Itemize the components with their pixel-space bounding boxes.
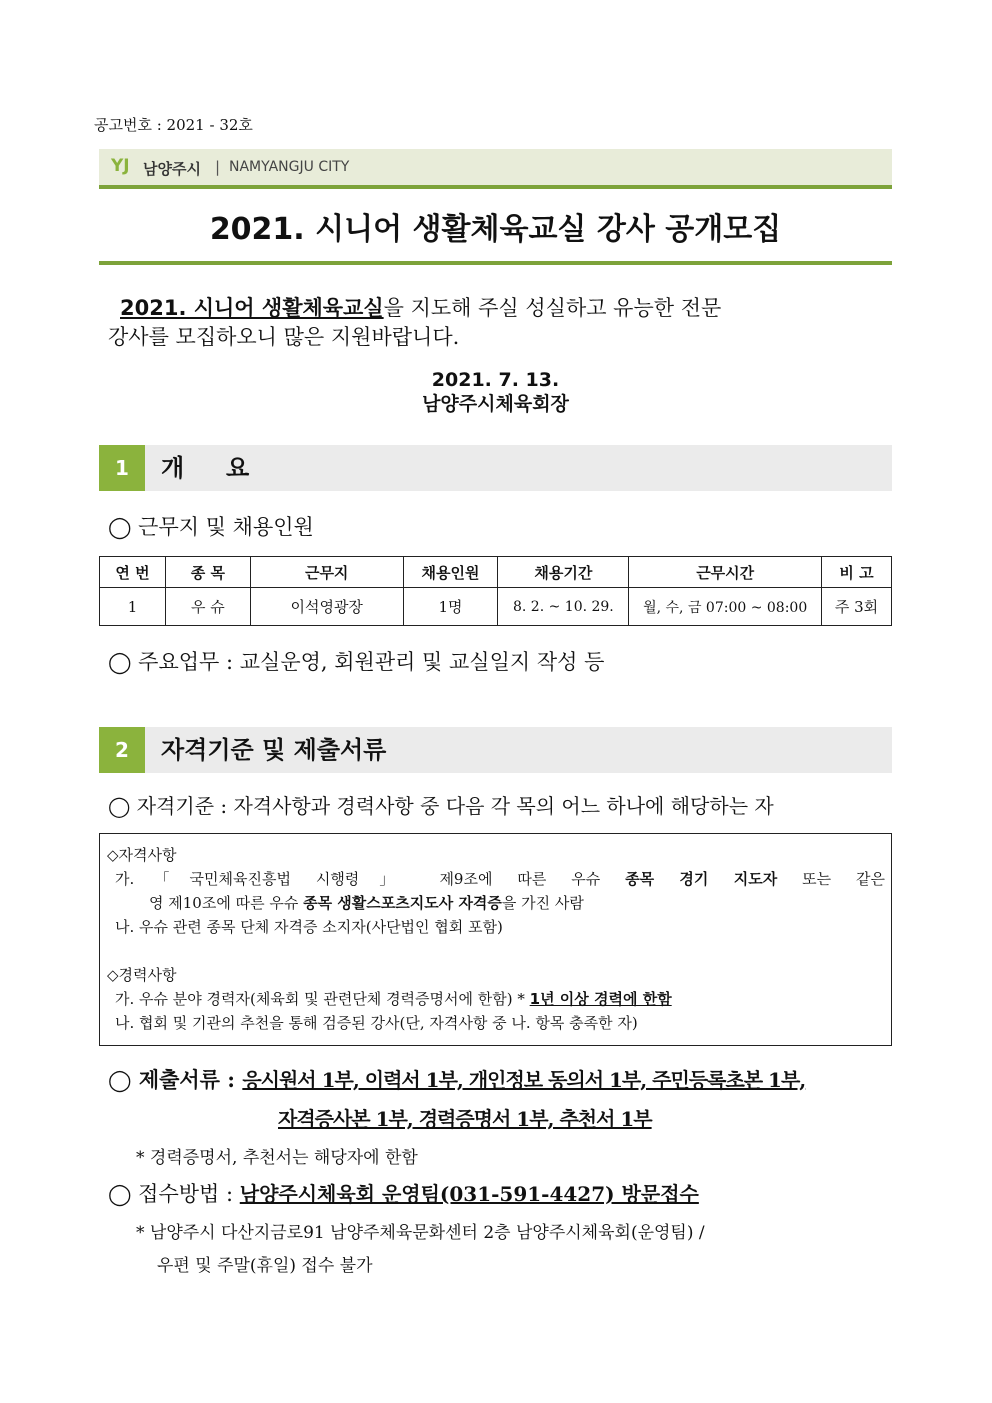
col-header-hours: 근무시간 [629, 557, 822, 588]
cell-remarks: 주 3회 [822, 588, 892, 626]
col-header-remarks: 비 고 [822, 557, 892, 588]
recruitment-table [99, 556, 892, 626]
reception-method: 남양주시체육회 운영팀(031-591-4427) 방문접수 [239, 1182, 699, 1206]
col-header-sport: 종 목 [165, 557, 250, 588]
cell-hours: 월, 수, 금 07:00 ~ 08:00 [629, 588, 822, 626]
section-1-title: 개 요 [161, 454, 250, 482]
reception-label: ◯ 접수방법 : [108, 1182, 240, 1206]
table-header-row [100, 557, 892, 588]
col-header-number: 연 번 [100, 557, 166, 588]
criteria-bullet: ◯ 자격기준 : 자격사항과 경력사항 중 다음 각 목의 어느 하나에 해당하는 자 [108, 794, 774, 818]
experience-item-a: 가. 우슈 분야 경력자(체육회 및 관련단체 경력증명서에 한함) * 1년 이상 경력에 한함 [115, 990, 672, 1008]
documents-list-1: 응시원서 1부, 이력서 1부, 개인정보 동의서 1부, 주민등록초본 1부, [242, 1068, 806, 1092]
qualification-item-a: 가.「국민체육진흥법 시행령」 제9조에 따른 우슈 종목 경기 지도자 또는 같은 [115, 870, 885, 888]
workplace-bullet: ◯ 근무지 및 채용인원 [108, 515, 314, 539]
intro-line-1 [108, 294, 886, 323]
documents-line-2 [278, 1103, 652, 1132]
col-header-headcount: 채용인원 [403, 557, 498, 588]
cell-period: 8. 2. ~ 10. 29. [498, 588, 629, 626]
cell-sport: 우 슈 [165, 588, 250, 626]
section-1-header [99, 445, 892, 491]
city-name-en: NAMYANGJU CITY [229, 159, 350, 175]
intro-program-name: 2021. 시니어 생활체육교실 [120, 296, 384, 320]
cell-number: 1 [100, 588, 166, 626]
cell-workplace: 이석영광장 [250, 588, 403, 626]
qualifications-heading: ◇자격사항 [107, 846, 177, 864]
section-2-title: 자격기준 및 제출서류 [161, 736, 387, 764]
documents-label: ◯ 제출서류 : [108, 1067, 243, 1092]
issuer-name: 남양주시체육회장 [422, 393, 569, 415]
qualification-box [99, 833, 892, 1046]
title-divider [99, 261, 892, 265]
reception-note-1: * 남양주시 다산지금로91 남양주체육문화센터 2층 남양주시체육회(운영팀) / [136, 1223, 705, 1243]
logo-separator: | [215, 158, 221, 176]
intro-paragraph [108, 294, 886, 352]
main-duties-bullet: ◯ 주요업무 : 교실운영, 회원관리 및 교실일지 작성 등 [108, 650, 605, 674]
documents-list-2: 자격증사본 1부, 경력증명서 1부, 추천서 1부 [278, 1107, 652, 1131]
cell-headcount: 1명 [403, 588, 498, 626]
notice-number: 공고번호 : 2021 - 32호 [94, 116, 253, 134]
logo-banner [99, 149, 892, 189]
qualification-item-b: 나. 우슈 관련 종목 단체 자격증 소지자(사단법인 협회 포함) [115, 918, 503, 936]
experience-heading: ◇경력사항 [107, 966, 177, 984]
intro-line-1-rest: 을 지도해 주실 성실하고 유능한 전문 [383, 296, 722, 320]
intro-line-2: 강사를 모집하오니 많은 지원바랍니다. [108, 325, 460, 349]
section-2-number: 2 [99, 727, 145, 773]
reception-note-2: 우편 및 주말(휴일) 접수 불가 [157, 1256, 373, 1276]
city-logo-icon: YJ [111, 156, 130, 176]
documents-note: * 경력증명서, 추천서는 해당자에 한함 [136, 1148, 418, 1168]
table-row [100, 588, 892, 626]
section-2-header [99, 727, 892, 773]
announcement-signature [99, 368, 892, 416]
reception-line [108, 1178, 699, 1208]
page-title: 2021. 시니어 생활체육교실 강사 공개모집 [209, 212, 782, 247]
announcement-date: 2021. 7. 13. [431, 369, 560, 391]
experience-item-b: 나. 협회 및 기관의 추천을 통해 검증된 강사(단, 자격사항 중 나. 항목 충족한 자) [115, 1014, 638, 1032]
col-header-workplace: 근무지 [250, 557, 403, 588]
documents-line-1 [108, 1064, 805, 1094]
qualification-item-a-cont: 영 제10조에 따른 우슈 종목 생활스포츠지도사 자격증을 가진 사람 [149, 894, 584, 912]
section-1-number: 1 [99, 445, 145, 491]
col-header-period: 채용기간 [498, 557, 629, 588]
city-name-ko: 남양주시 [143, 160, 201, 178]
